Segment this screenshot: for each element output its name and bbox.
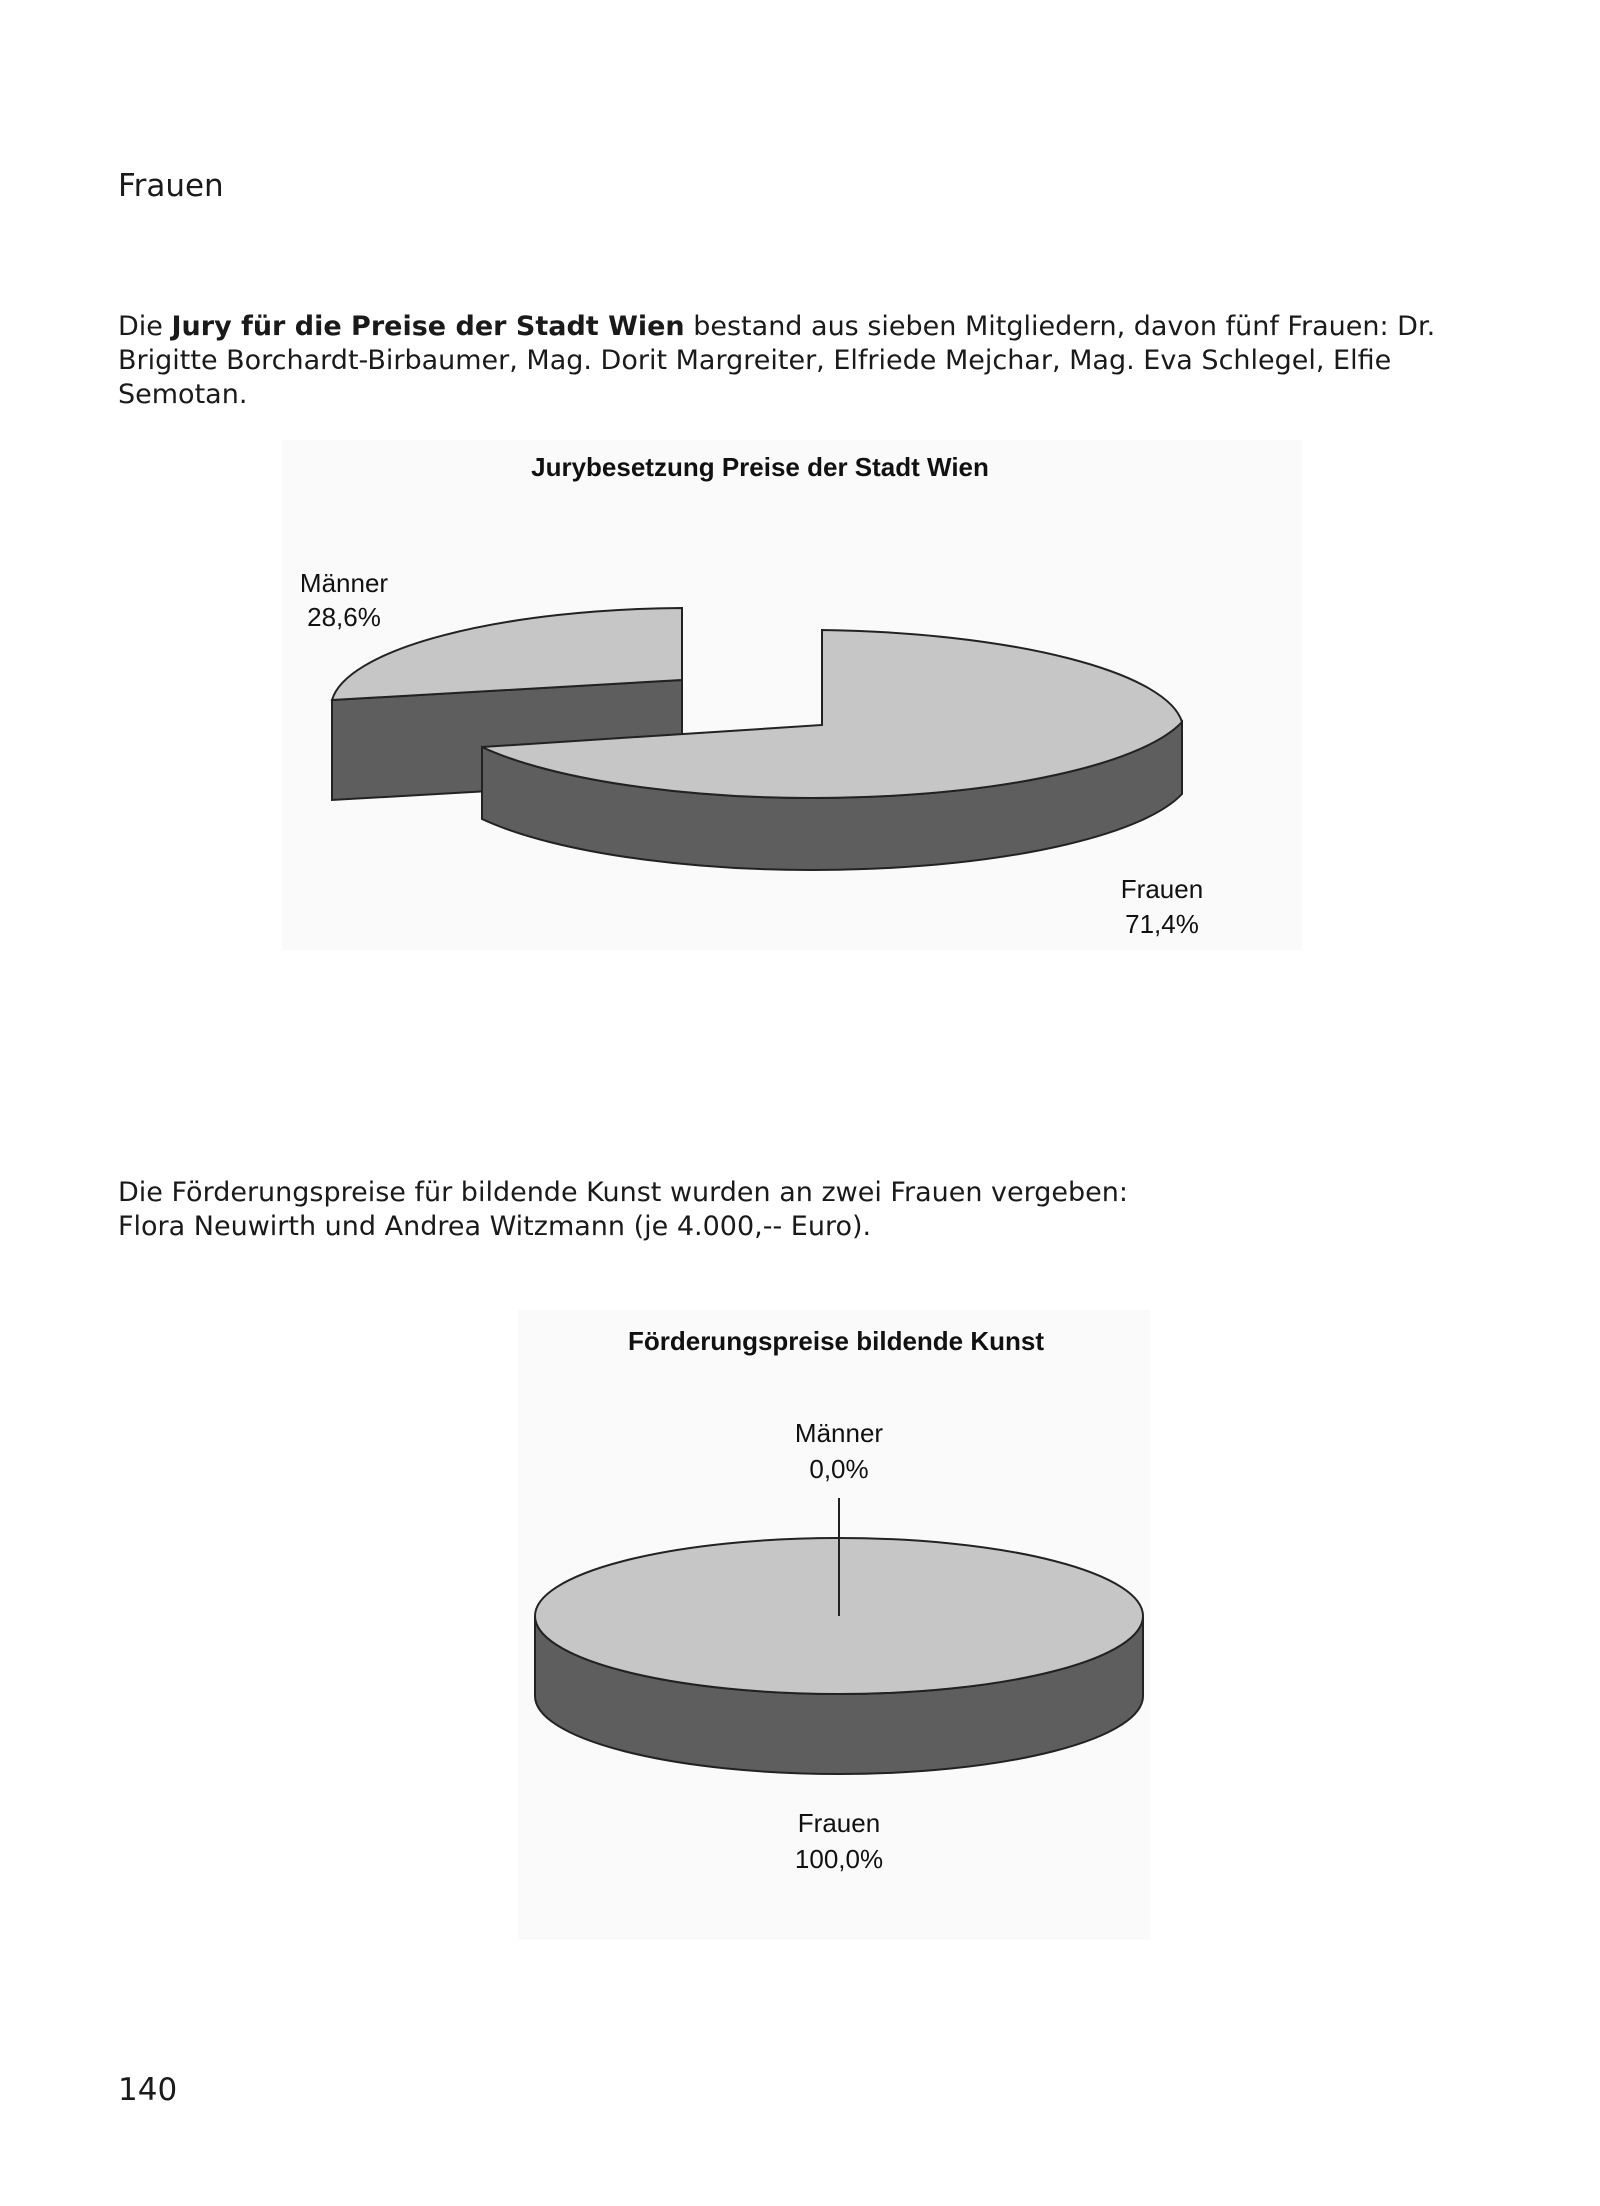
foerderung-line-2: Flora Neuwirth und Andrea Witzmann (je 4.000,-- Euro). bbox=[118, 1211, 872, 1242]
label-frauen-name: Frauen bbox=[797, 1808, 881, 1838]
label-frauen-value: 100,0% bbox=[794, 1844, 884, 1874]
label-maenner-name: Männer bbox=[794, 1418, 884, 1448]
jury-paragraph-rest: bestand aus sieben Mitgliedern, davon fünf Frauen: Dr. Brigitte Borchardt-Birbaumer, Mag. Dorit Margreiter, Elfriede Mejchar, Mag. Eva Schlegel, Elfie Semotan. bbox=[118, 311, 1436, 410]
jury-paragraph-bold: Jury für die Preise der Stadt Wien bbox=[171, 311, 685, 342]
label-maenner-name: Männer bbox=[299, 568, 389, 598]
foerderung-paragraph bbox=[118, 1176, 1518, 1244]
foerderung-pie-svg bbox=[518, 1310, 1150, 1940]
jury-paragraph-lead: Die bbox=[118, 311, 172, 342]
section-heading: Frauen bbox=[118, 168, 224, 204]
page-number: 140 bbox=[118, 2072, 178, 2108]
foerderung-line-1: Die Förderungspreise für bildende Kunst wurden an zwei Frauen vergeben: bbox=[118, 1177, 1128, 1208]
label-maenner-value: 28,6% bbox=[307, 602, 381, 632]
chart-title: Förderungspreise bildende Kunst bbox=[627, 1326, 1045, 1356]
label-frauen-name: Frauen bbox=[1120, 874, 1204, 904]
foerderung-pie-chart bbox=[518, 1310, 1150, 1940]
chart-title: Jurybesetzung Preise der Stadt Wien bbox=[531, 452, 989, 482]
jury-pie-svg bbox=[282, 440, 1302, 950]
jury-paragraph bbox=[118, 310, 1518, 412]
jury-pie-chart bbox=[282, 440, 1302, 950]
label-maenner-value: 0,0% bbox=[809, 1454, 869, 1484]
label-frauen-value: 71,4% bbox=[1125, 909, 1199, 939]
